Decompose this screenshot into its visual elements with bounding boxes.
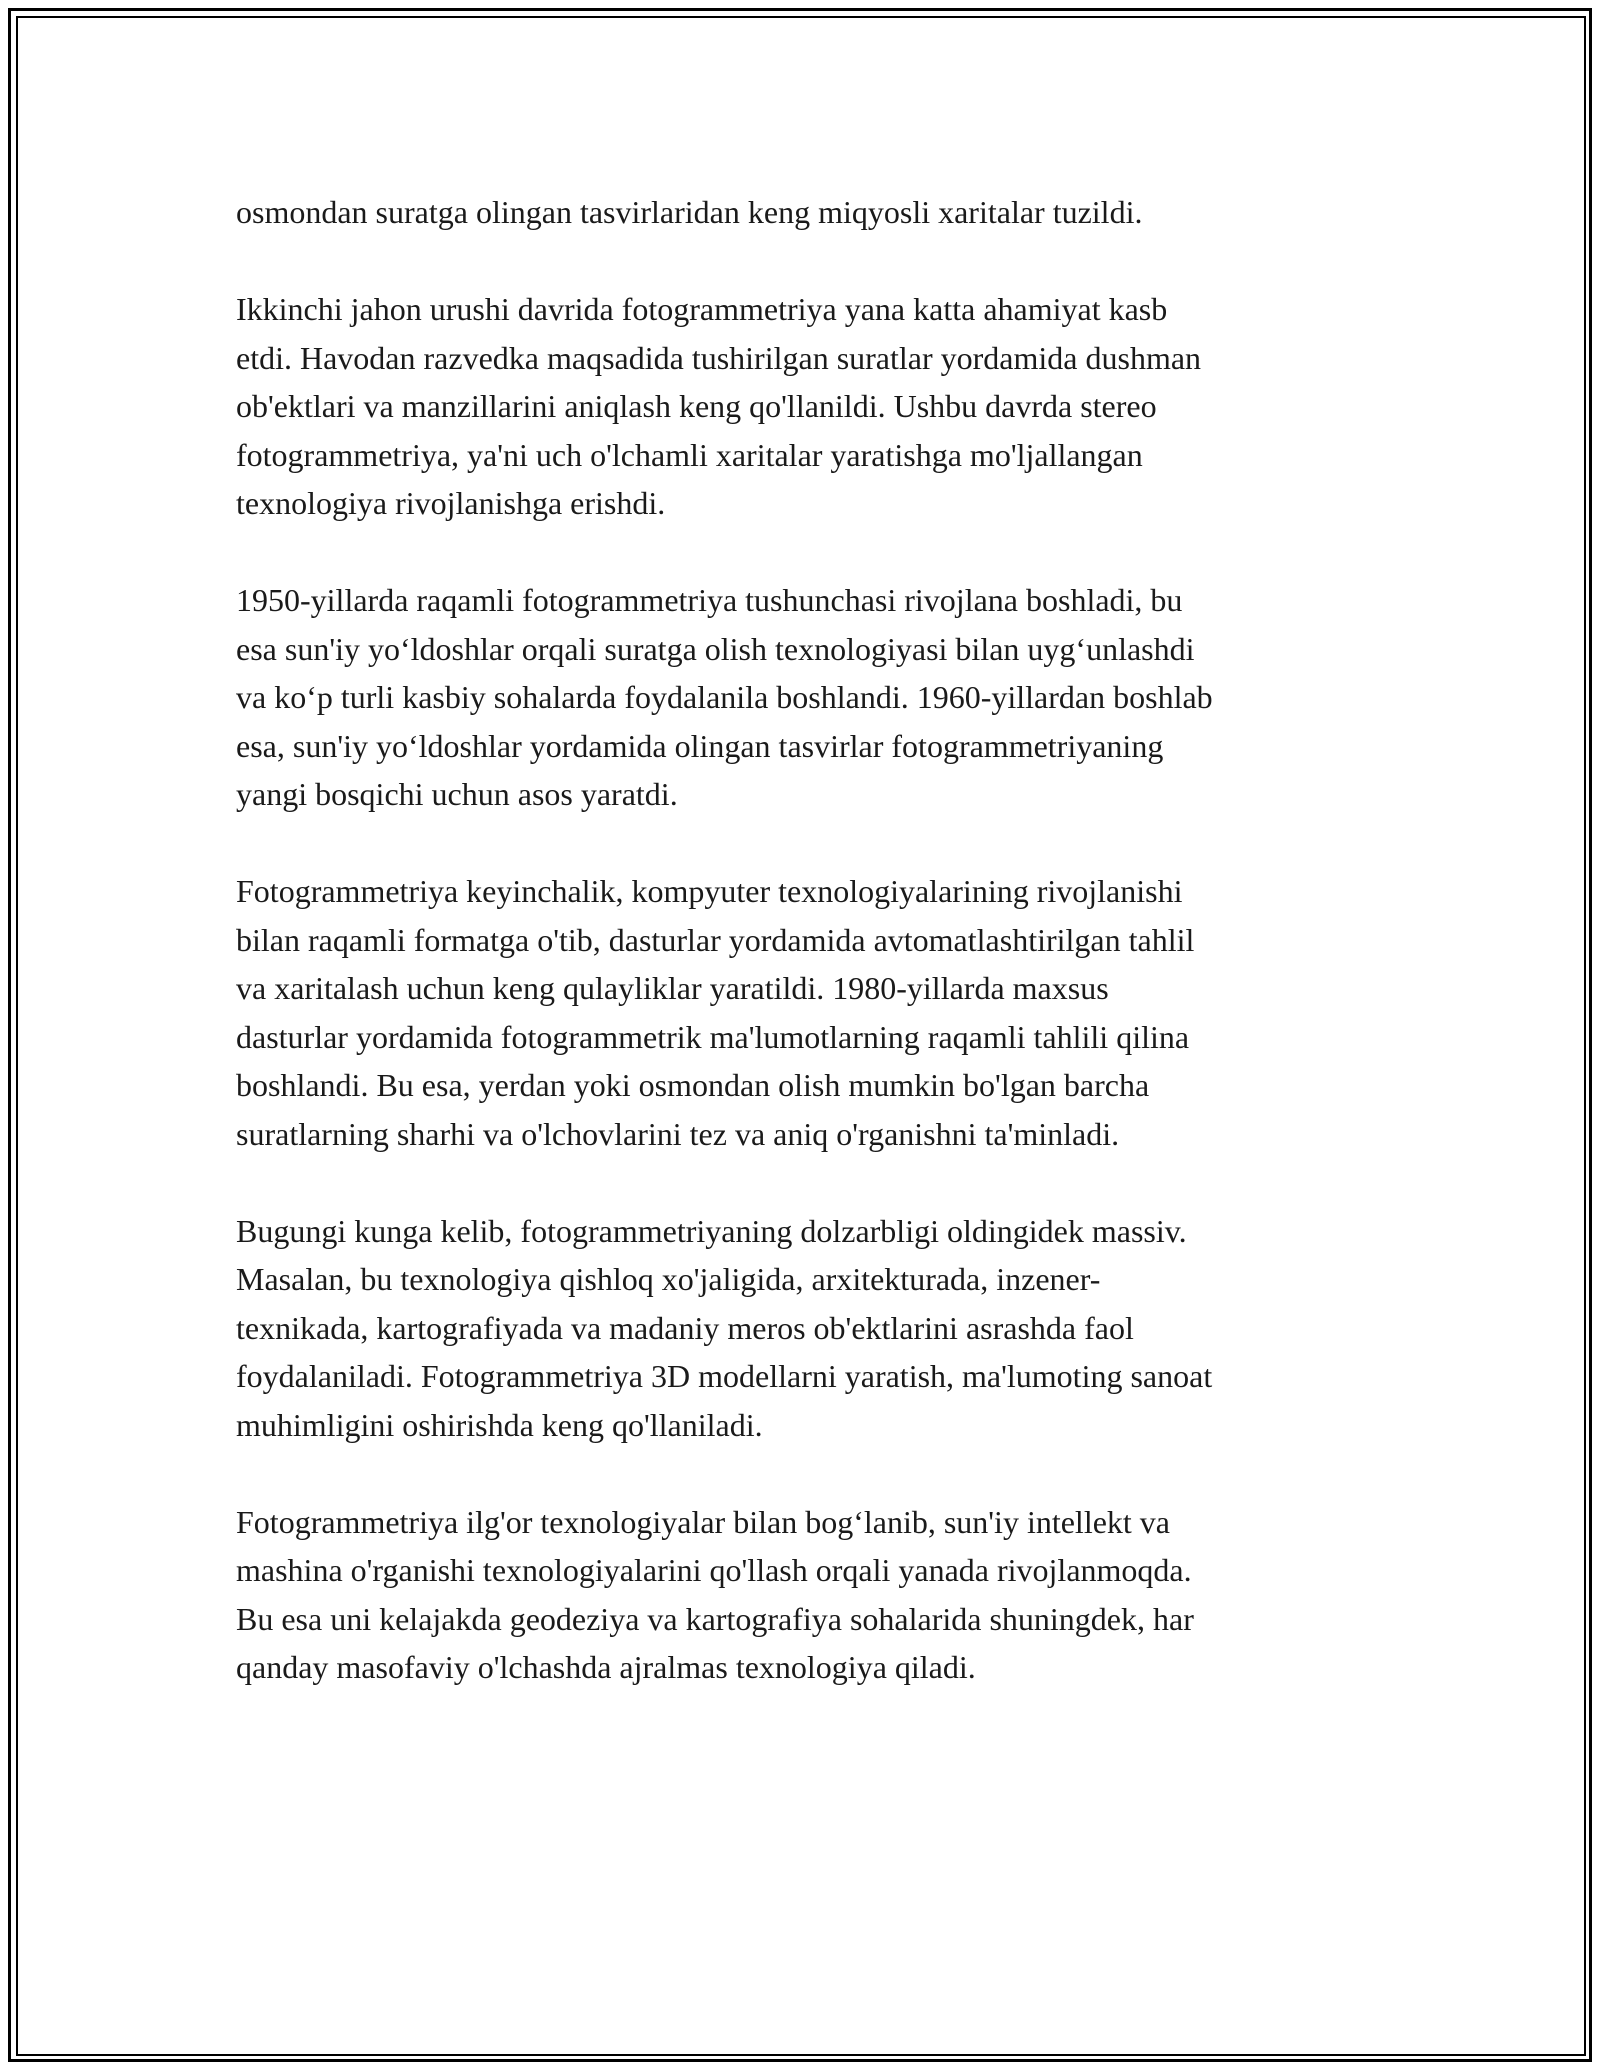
text-line: etdi. Havodan razvedka maqsadida tushirilgan suratlar yordamida dushman <box>236 339 1202 376</box>
text-line: Fotogrammetriya ilg'or texnologiyalar bilan bog‘lanib, sun'iy intellekt va <box>236 1503 1170 1540</box>
text-line: texnikada, kartografiyada va madaniy meros ob'ektlarini asrashda faol <box>236 1309 1134 1346</box>
text-line: Masalan, bu texnologiya qishloq xo'jaligida, arxitekturada, inzener- <box>236 1261 1101 1297</box>
paragraph-4 <box>236 867 1364 1158</box>
text-line: texnologiya rivojlanishga erishdi. <box>236 485 666 521</box>
text-line: osmondan suratga olingan tasvirlaridan keng miqyosli xaritalar tuzildi. <box>236 194 1143 230</box>
text-line: va ko‘p turli kasbiy sohalarda foydalanila boshlandi. 1960-yillardan boshlab <box>236 679 1213 715</box>
text-line: esa, sun'iy yo‘ldoshlar yordamida olingan tasvirlar fotogrammetriyaning <box>236 727 1164 764</box>
text-line: suratlarning sharhi va o'lchovlarini tez va aniq o'rganishni ta'minladi. <box>236 1115 1120 1152</box>
text-line: 1950-yillarda raqamli fotogrammetriya tushunchasi rivojlana boshladi, bu <box>236 582 1183 618</box>
text-line: va xaritalash uchun keng qulayliklar yaratildi. 1980-yillarda maxsus <box>236 970 1109 1006</box>
text-line: foydalaniladi. Fotogrammetriya 3D modellarni yaratish, ma'lumoting sanoat <box>236 1358 1213 1394</box>
text-line: Bu esa uni kelajakda geodeziya va kartografiya sohalarida shuningdek, har <box>236 1600 1194 1637</box>
paragraph-2 <box>236 285 1364 528</box>
text-line: qanday masofaviy o'lchashda ajralmas texnologiya qiladi. <box>236 1649 976 1685</box>
paragraph-3 <box>236 576 1364 819</box>
text-line: esa sun'iy yo‘ldoshlar orqali suratga olish texnologiyasi bilan uyg‘unlashdi <box>236 630 1195 667</box>
text-line: muhimligini oshirishda keng qo'llaniladi. <box>236 1406 763 1443</box>
text-line: boshlandi. Bu esa, yerdan yoki osmondan olish mumkin bo'lgan barcha <box>236 1067 1150 1103</box>
text-line: Ikkinchi jahon urushi davrida fotogrammetriya yana katta ahamiyat kasb <box>236 291 1168 327</box>
text-line: yangi bosqichi uchun asos yaratdi. <box>236 776 678 812</box>
text-line: dasturlar yordamida fotogrammetrik ma'lumotlarning raqamli tahlili qilina <box>236 1018 1190 1055</box>
text-line: Bugungi kunga kelib, fotogrammetriyaning dolzarbligi oldingidek massiv. <box>236 1212 1187 1249</box>
text-line: bilan raqamli formatga o'tib, dasturlar yordamida avtomatlashtirilgan tahlil <box>236 921 1195 958</box>
paragraph-6 <box>236 1498 1364 1692</box>
text-line: Fotogrammetriya keyinchalik, kompyuter texnologiyalarining rivojlanishi <box>236 873 1183 909</box>
text-line: ob'ektlari va manzillarini aniqlash keng qo'llanildi. Ushbu davrda stereo <box>236 388 1157 424</box>
paragraph-5 <box>236 1207 1364 1450</box>
text-line: fotogrammetriya, ya'ni uch o'lchamli xaritalar yaratishga mo'ljallangan <box>236 436 1143 473</box>
document-body <box>236 188 1364 1740</box>
text-line: mashina o'rganishi texnologiyalarini qo'llash orqali yanada rivojlanmoqda. <box>236 1552 1192 1588</box>
paragraph-1 <box>236 188 1364 237</box>
